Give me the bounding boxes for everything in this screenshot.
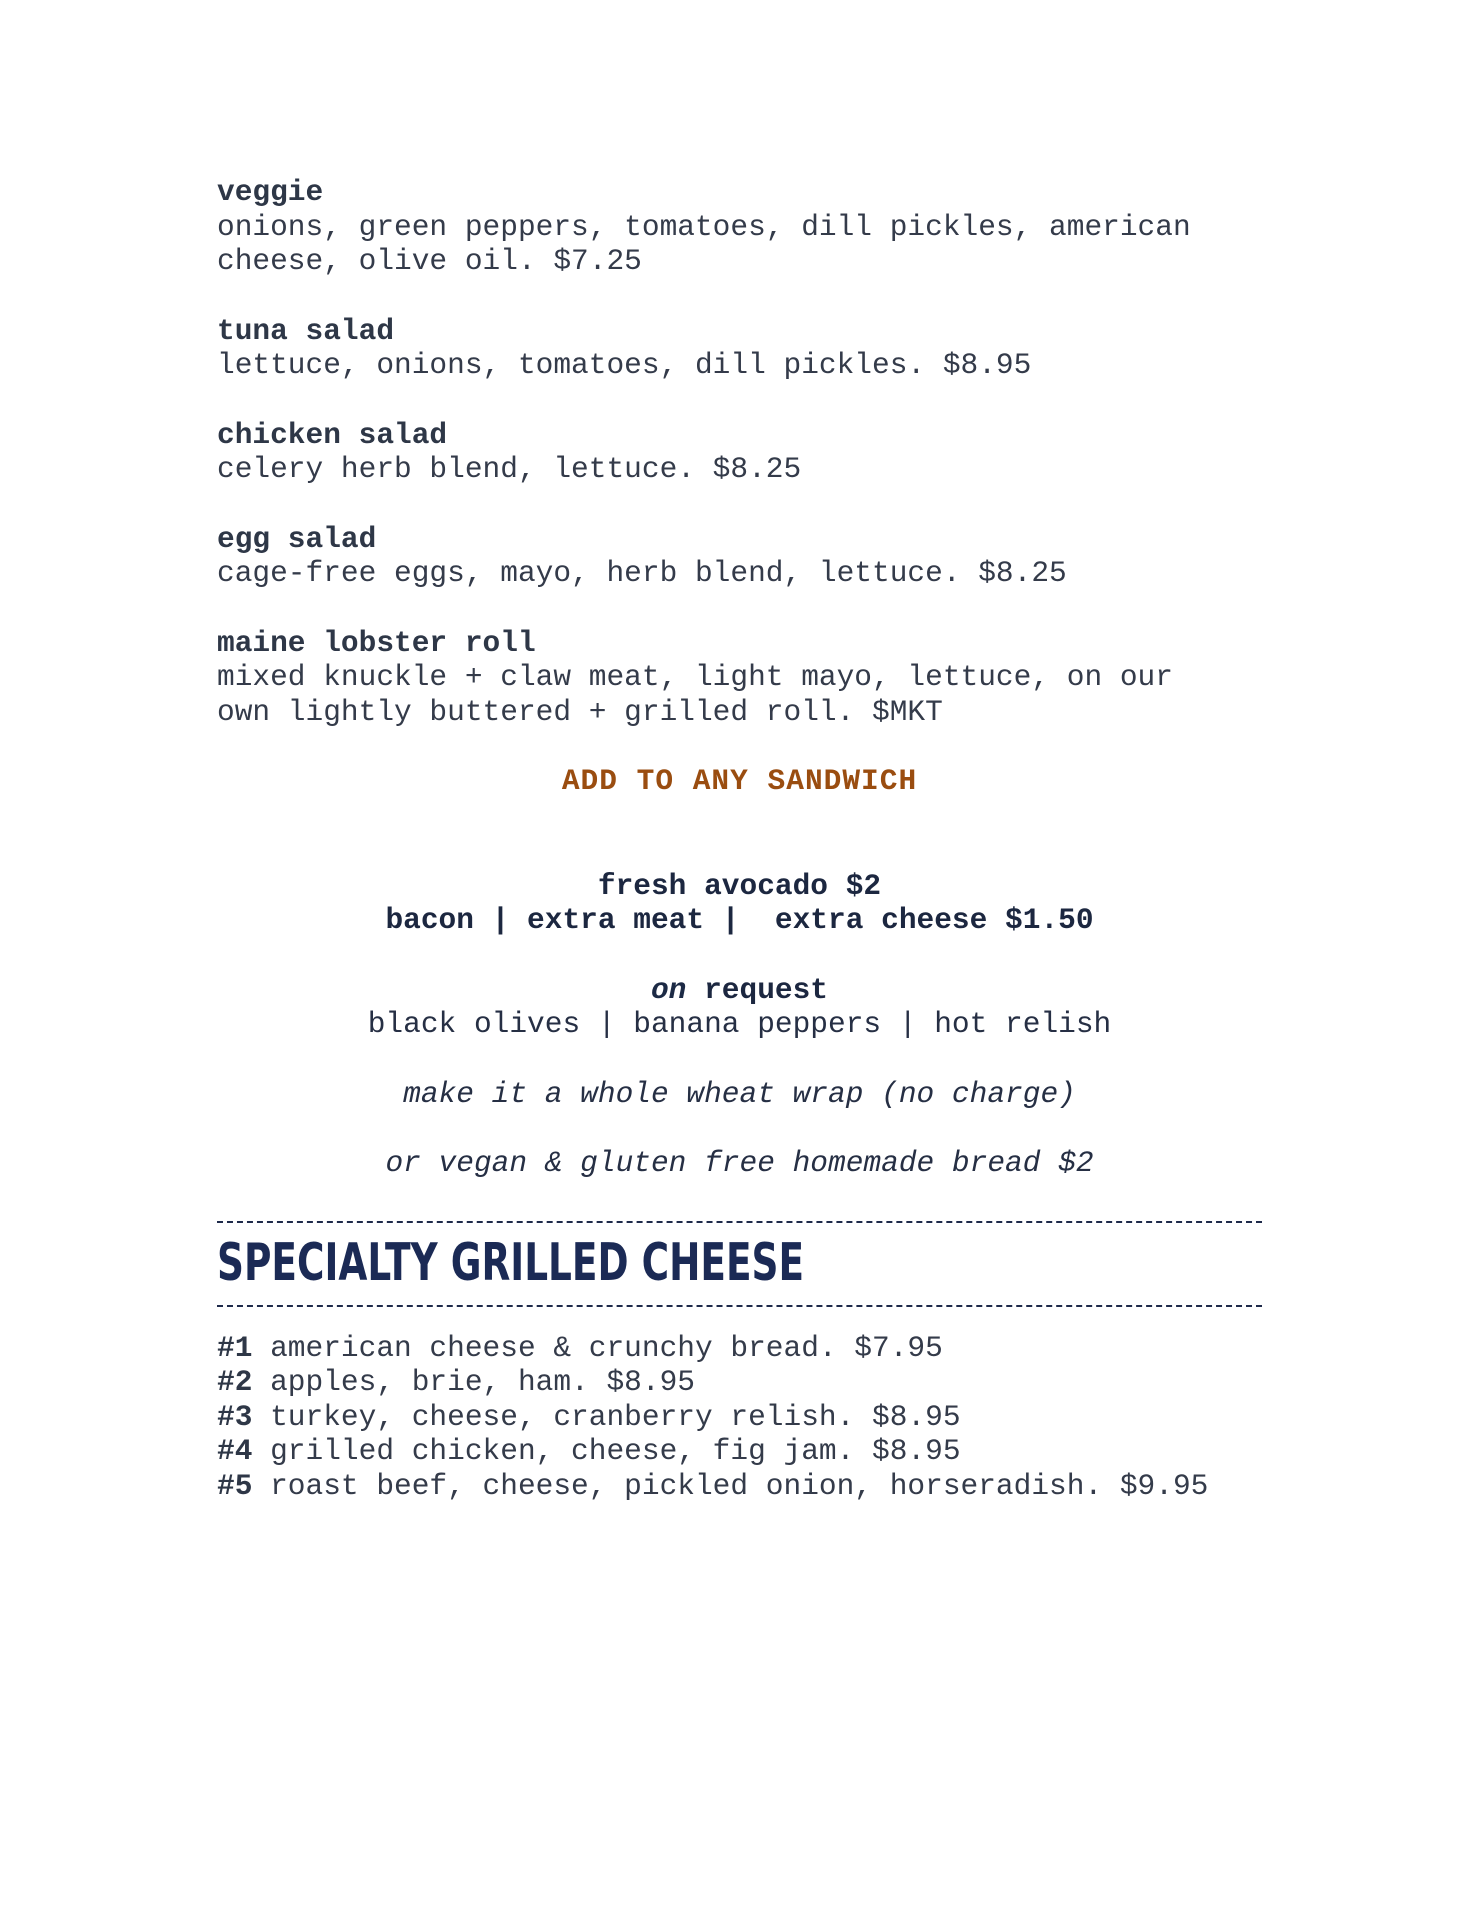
list-item — [217, 1331, 1262, 1366]
item-name: veggie — [217, 175, 324, 209]
menu-item-maine-lobster-roll — [217, 626, 1262, 730]
addon-avocado: fresh avocado $2 — [597, 868, 882, 903]
menu-page — [217, 175, 1262, 1503]
item-number: #4 — [217, 1434, 253, 1468]
item-number: #2 — [217, 1365, 253, 1399]
addon-meats-cheese: bacon | extra meat | extra cheese $1.50 — [385, 903, 1094, 937]
item-description: own lightly buttered + grilled roll. $MKT — [217, 694, 943, 729]
item-description: cage-free eggs, mayo, herb blend, lettuce. $8.25 — [217, 556, 1067, 590]
grilled-cheese-list — [217, 1331, 1262, 1504]
menu-item-egg-salad — [217, 522, 1262, 591]
addons-title: ADD TO ANY SANDWICH — [561, 764, 918, 798]
menu-item-chicken-salad — [217, 418, 1262, 487]
menu-item-veggie — [217, 175, 1262, 279]
item-description: american cheese & crunchy bread. $7.95 — [252, 1330, 943, 1365]
dashed-divider-top — [217, 1221, 1262, 1223]
item-description: apples, brie, ham. $8.95 — [252, 1365, 695, 1399]
item-number: #5 — [217, 1468, 253, 1503]
list-item — [217, 1365, 1262, 1400]
item-description: celery herb blend, lettuce. $8.25 — [217, 452, 802, 486]
menu-item-tuna-salad — [217, 314, 1262, 383]
item-name: egg salad — [217, 521, 377, 556]
list-item — [217, 1400, 1262, 1435]
on-request-on: on — [650, 972, 687, 1007]
wrap-option: make it a whole wheat wrap (no charge) — [403, 1076, 1076, 1111]
on-request-heading — [217, 973, 1262, 1008]
item-name: tuna salad — [217, 313, 395, 348]
dashed-divider-bottom — [217, 1305, 1262, 1307]
item-description: cheese, olive oil. $7.25 — [217, 244, 642, 278]
item-number: #1 — [217, 1330, 253, 1365]
addons-section — [217, 764, 1262, 1181]
item-name: maine lobster roll — [217, 625, 536, 660]
item-description: grilled chicken, cheese, fig jam. $8.95 — [252, 1434, 961, 1468]
on-request-items: black olives | banana peppers | hot relish — [367, 1007, 1112, 1041]
item-description: turkey, cheese, cranberry relish. $8.95 — [252, 1399, 961, 1434]
on-request-rest: request — [686, 972, 829, 1007]
item-name: chicken salad — [217, 417, 448, 452]
vegan-bread-option: or vegan & gluten free homemade bread $2 — [385, 1146, 1094, 1180]
item-description: mixed knuckle + claw meat, light mayo, lettuce, on our — [217, 660, 1173, 694]
item-description: roast beef, cheese, pickled onion, horseradish. $9.95 — [252, 1468, 1209, 1503]
list-item — [217, 1469, 1262, 1504]
section-title: SPECIALTY GRILLED CHEESE — [217, 1232, 805, 1293]
list-item — [217, 1434, 1262, 1469]
item-description: onions, green peppers, tomatoes, dill pickles, american — [217, 209, 1191, 244]
item-number: #3 — [217, 1399, 253, 1434]
item-description: lettuce, onions, tomatoes, dill pickles. $8.95 — [217, 348, 1032, 382]
